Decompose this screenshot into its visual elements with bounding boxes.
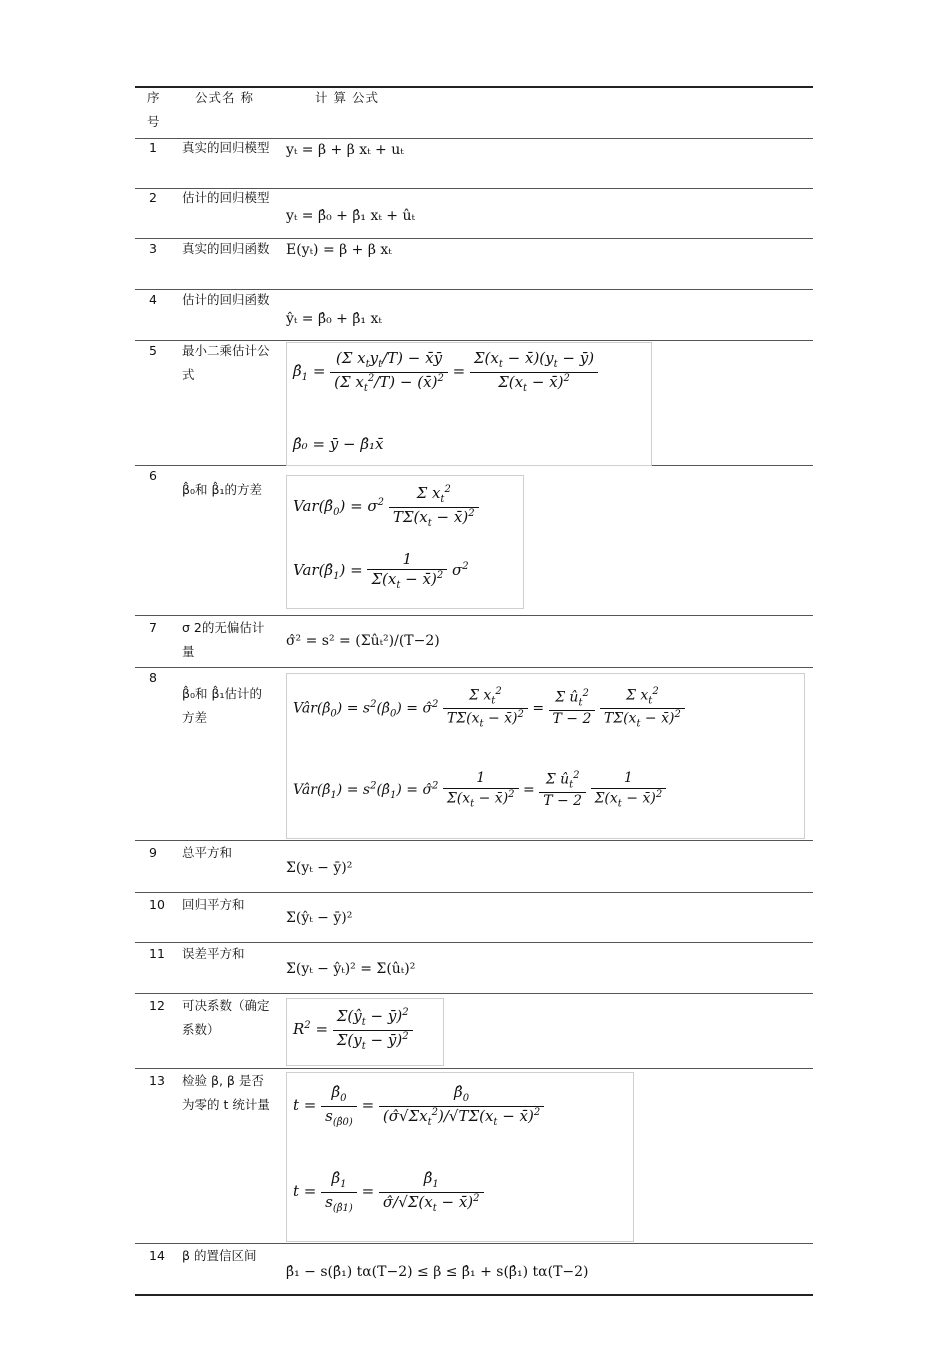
formula-unbiased-sigma: σ̂² = s² = (Σûₜ²)/(T−2) <box>286 633 440 649</box>
formula-estimated-model: yₜ = β̂₀ + β̂₁ xₜ + ûₜ <box>286 208 415 224</box>
formula-box-est-variance <box>286 673 805 839</box>
formula-total-ss: Σ(yₜ − ȳ)² <box>286 860 353 876</box>
row-number: 3 <box>149 241 157 256</box>
row-name: 真实的回归函数 <box>182 241 270 256</box>
header-name: 公式名 称 <box>195 90 254 105</box>
row-number: 8 <box>149 670 157 685</box>
formula-regression-ss: Σ(ŷₜ − ȳ)² <box>286 910 353 926</box>
row-name: 可决系数（确定系数） <box>182 998 270 1037</box>
row-name: 误差平方和 <box>182 946 245 961</box>
row-name: β 的置信区间 <box>182 1248 257 1263</box>
row-number: 5 <box>149 343 157 358</box>
formula-confidence-interval: β̂₁ − s(β̂₁) tα(T−2) ≤ β ≤ β̂₁ + s(β̂₁) tα(T−2) <box>286 1264 589 1280</box>
formula-box-r2 <box>286 998 444 1066</box>
row-number: 6 <box>149 468 157 483</box>
header-formula: 计 算 公式 <box>315 90 379 105</box>
formula-estimated-function: ŷₜ = β̂₀ + β̂₁ xₜ <box>286 311 382 327</box>
row-name: 估计的回归函数 <box>182 292 270 307</box>
table-bottom-rule <box>135 1294 813 1296</box>
row-name: 最小二乘估计公式 <box>182 343 270 382</box>
row-number: 13 <box>149 1073 165 1088</box>
formula-estvar-beta0: $Vâr(\betâ_0)$ = $s^2(\betâ_0)$ = σ̂$^2$ $\frac{\Sigma x_t^2}{T\Sigma(x_t - x̄)^2}$ = $\frac{\Sigma û_t^2}{T - 2}$ $\frac{\Sigma x_t^2}{T\Sigma(x_t - x̄)^2}$ <box>293 686 685 731</box>
row-number: 9 <box>149 845 157 860</box>
row-name: β̂₀和 β̂₁估计的方差 <box>182 686 262 725</box>
row-number: 1 <box>149 140 157 155</box>
formula-error-ss: Σ(yₜ − ŷₜ)² = Σ(ûₜ)² <box>286 961 416 977</box>
formula-t-beta1: t = $\frac{\betâ_1}{s_{(\betâ1)}}$ = $\frac{\betâ_1}{\sigmâ/√\Sigma(x_t - x̄)^2}$ <box>293 1169 484 1215</box>
row-name: 真实的回归模型 <box>182 140 270 155</box>
row-divider <box>135 667 813 668</box>
row-number: 7 <box>149 620 157 635</box>
formula-true-function: E(yₜ) = β + β xₜ <box>286 242 392 258</box>
formula-box-variance <box>286 475 524 609</box>
row-number: 11 <box>149 946 165 961</box>
row-name: 估计的回归模型 <box>182 190 270 205</box>
row-number: 10 <box>149 897 165 912</box>
formula-estvar-beta1: $Vâr(\betâ_1)$ = $s^2(\betâ_1)$ = σ̂$^2$ $\frac{1}{\Sigma(x_t - x̄)^2}$ = $\frac{\Sigma û_t^2}{T - 2}$ $\frac{1}{\Sigma(x_t - x̄)^2}$ <box>293 770 666 810</box>
row-name: σ 2的无偏估计量 <box>182 620 265 659</box>
formula-r-squared: $R^2$ = $\frac{\Sigma(ŷ_t - ȳ)^2}{\Sigma(y_t - ȳ)^2}$ <box>293 1007 413 1053</box>
formula-box-ols <box>286 342 652 466</box>
row-number: 4 <box>149 292 157 307</box>
formula-var-beta1: $Var(\betâ_1)$ = $\frac{1}{\Sigma(x_t - x̄)^2}$ $\sigma^2$ <box>293 550 469 591</box>
formula-true-model: yₜ = β + β xₜ + uₜ <box>286 142 404 158</box>
formula-ols-beta0: β̂₀ = ȳ − β̂₁x̄ <box>293 435 384 453</box>
row-number: 12 <box>149 998 165 1013</box>
row-name: 检验 β, β 是否为零的 t 统计量 <box>182 1073 270 1112</box>
formula-var-beta0: $Var(\betâ_0) = \sigma^2$ $\frac{\Sigma x_t^2}{T\Sigma(x_t - x̄)^2}$ <box>293 484 479 530</box>
row-name: 总平方和 <box>182 845 233 860</box>
formula-ols-beta1: $\betâ_1$ = $\frac{(\Sigma x_ty_t/T) - x̄ȳ}{(\Sigma x_t^2/T) - (x̄)^2}$ = $\frac{\Sigma(x_t - x̄)(y_t - ȳ)}{\Sigma(x_t - x̄)^2}$ <box>293 349 598 395</box>
row-number: 2 <box>149 190 157 205</box>
row-number: 14 <box>149 1248 165 1263</box>
formula-t-beta0: t = $\frac{\betâ_0}{s_{(\betâ0)}}$ = $\frac{\betâ_0}{(\sigmâ√\Sigma x_t^2)/√T\Sigma(x_t - x̄)^2}$ <box>293 1083 544 1129</box>
formula-box-t-stat <box>286 1072 634 1242</box>
row-name: β̂₀和 β̂₁的方差 <box>182 482 262 497</box>
header-number: 序 号 <box>147 90 161 129</box>
row-name: 回归平方和 <box>182 897 245 912</box>
